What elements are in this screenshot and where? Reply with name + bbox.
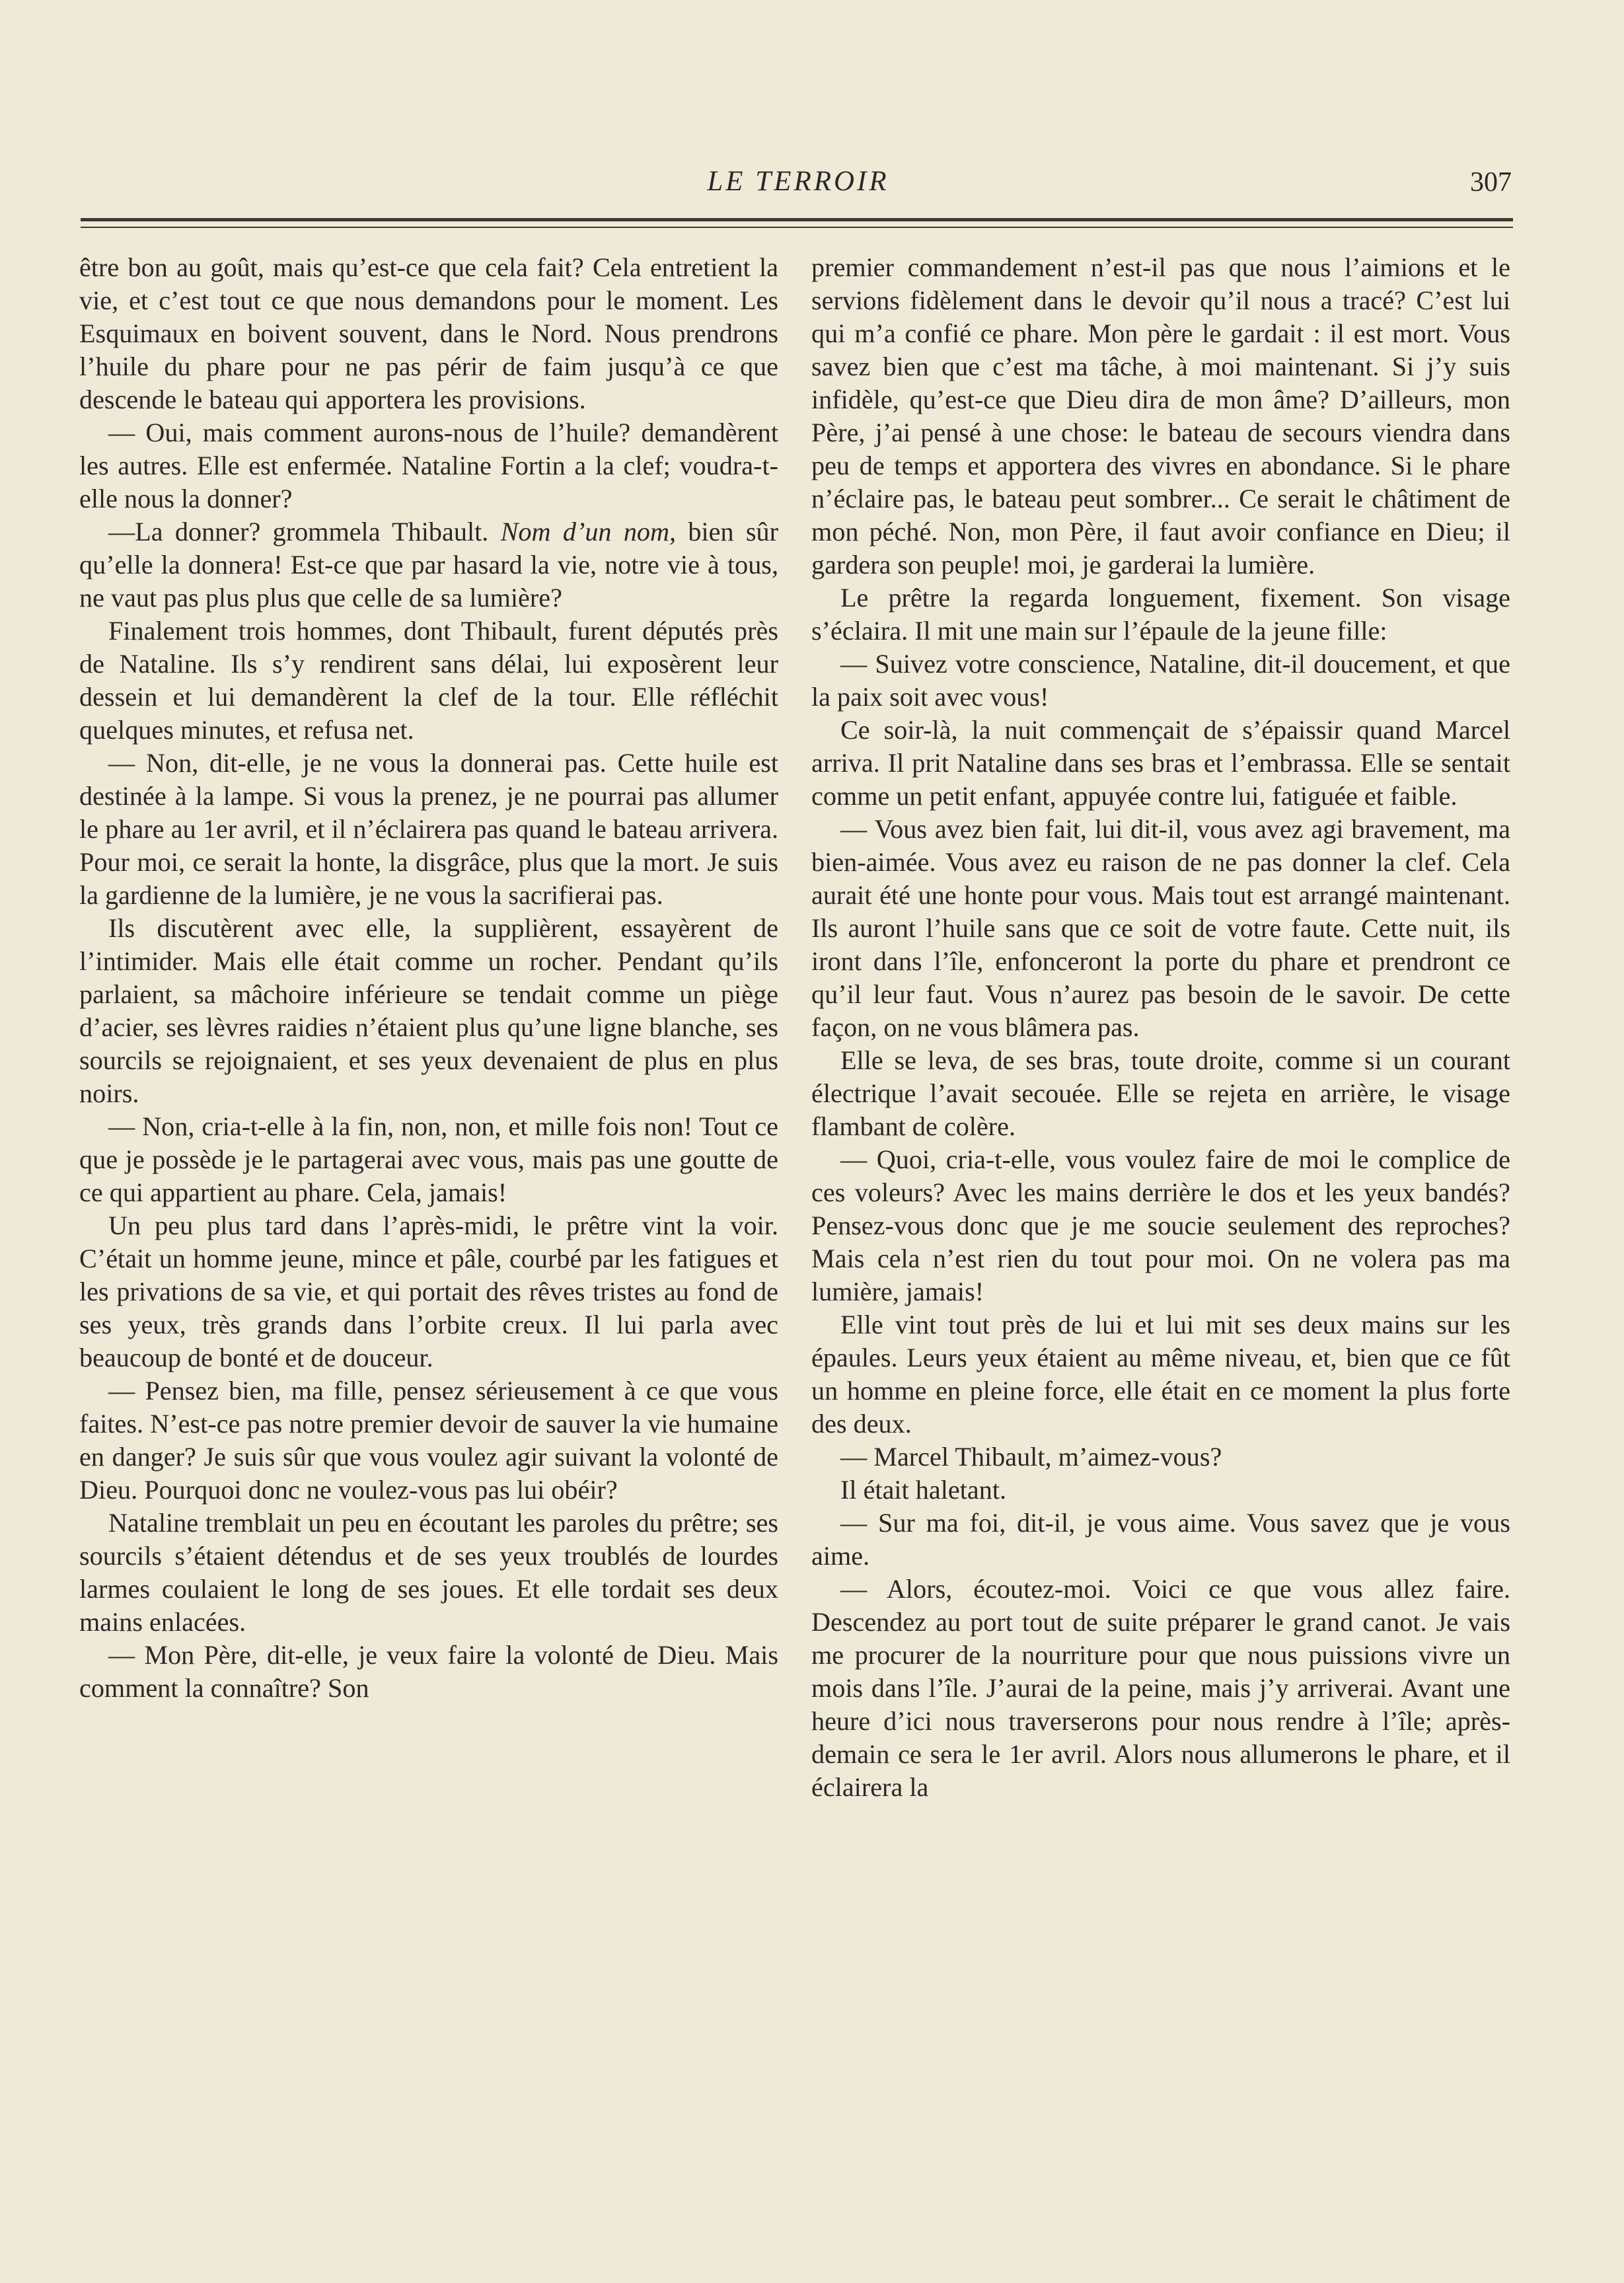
paragraph-text: Un peu plus tard dans l’après-midi, le prêtre vint la voir. C’était un homme jeune, mince et pâle, courbé par les fatigues et les privations de sa vie, et qui portait des rêves tristes au fond de ses yeux, très grands dans l’orbite creux. Il lui parla avec beaucoup de bonté et de douceur. — [79, 1211, 778, 1372]
paragraph — [811, 1308, 1510, 1441]
paragraph-text: Le prêtre la regarda longuement, fixement. Son visage s’éclaira. Il mit une main sur l’épaule de la jeune fille: — [811, 583, 1510, 646]
paragraph-text: — Quoi, cria-t-elle, vous voulez faire de moi le complice de ces voleurs? Avec les mains derrière le dos et les yeux bandés? Pensez-vous donc que je me soucie seulement des reproches? Mais cela n’est rien du tout pour moi. On ne volera pas ma lumière, jamais! — [811, 1144, 1510, 1306]
running-head — [85, 165, 1512, 205]
paragraph-text: — Marcel Thibault, m’aimez-vous? — [840, 1442, 1222, 1472]
journal-title: LE TERROIR — [707, 166, 889, 197]
paragraph-text: Elle vint tout près de lui et lui mit ses deux mains sur les épaules. Leurs yeux étaient au même niveau, et, bien que ce fût un homme en pleine force, elle était en ce moment la plus forte des deux. — [811, 1310, 1510, 1439]
paragraph-text: — Vous avez bien fait, lui dit-il, vous avez agi bravement, ma bien-aimée. Vous avez eu raison de ne pas donner la clef. Cela aurait été une honte pour vous. Mais tout est arrangé maintenant. Ils auront l’huile sans que ce soit de votre faute. Cette nuit, ils iront dans l’île, enfonceront la porte du phare et prendront ce qu’il leur faut. Vous n’aurez pas besoin de le savoir. De cette façon, on ne vous blâmera pas. — [811, 814, 1510, 1042]
paragraph — [811, 1573, 1510, 1804]
paragraph — [79, 251, 778, 416]
paragraph — [811, 813, 1510, 1044]
paragraph-text: être bon au goût, mais qu’est-ce que cela fait? Cela entretient la vie, et c’est tout ce que nous demandons pour le moment. Les Esquimaux en boivent souvent, dans le Nord. Nous prendrons l’huile du phare pour ne pas périr de faim jusqu’à ce que descende le bateau qui apportera les provisions. — [79, 252, 778, 414]
paragraph — [79, 1507, 778, 1639]
paragraph — [79, 1110, 778, 1209]
paragraph-text: Finalement trois hommes, dont Thibault, furent députés près de Nataline. Ils s’y rendirent sans délai, lui exposèrent leur dessein et lui demandèrent la clef de la tour. Elle réfléchit quelques minutes, et refusa net. — [79, 616, 778, 745]
paragraph — [811, 648, 1510, 714]
paragraph — [79, 615, 778, 747]
paragraph — [79, 416, 778, 515]
paragraph — [79, 1639, 778, 1705]
paragraph-text: premier commandement n’est-il pas que nous l’aimions et le servions fidèlement dans le devoir qu’il nous a tracé? C’est lui qui m’a confié ce phare. Mon père le gardait : il est mort. Vous savez bien que c’est ma tâche, à moi maintenant. Si j’y suis infidèle, qu’est-ce que Dieu dira de mon âme? D’ailleurs, mon Père, j’ai pensé à une chose: le bateau de secours viendra dans peu de temps et apportera des vivres en abondance. Si le phare n’éclaire pas, le bateau peut sombrer... Ce serait le châtiment de mon péché. Non, mon Père, il faut avoir confiance en Dieu; il gardera son peuple! moi, je garderai la lumière. — [811, 252, 1510, 580]
paragraph — [811, 1441, 1510, 1474]
paragraph-text: — Non, dit-elle, je ne vous la donnerai pas. Cette huile est destinée à la lampe. Si vous la prenez, je ne pourrai pas allumer le phare au 1er avril, et il n’éclairera pas quand le bateau arrivera. Pour moi, ce serait la honte, la disgrâce, plus que la mort. Je suis la gardienne de la lumière, je ne vous la sacrifierai pas. — [79, 748, 778, 910]
paragraph — [79, 515, 778, 615]
paragraph — [811, 714, 1510, 813]
paragraph-text: — Pensez bien, ma fille, pensez sérieusement à ce que vous faites. N’est-ce pas notre premier devoir de sauver la vie humaine en danger? Je suis sûr que vous voulez agir suivant la volonté de Dieu. Pourquoi donc ne voulez-vous pas lui obéir? — [79, 1376, 778, 1505]
paragraph — [79, 1374, 778, 1507]
page-number: 307 — [1470, 167, 1512, 198]
paragraph-text: Elle se leva, de ses bras, toute droite, comme si un courant électrique l’avait secouée. Elle se rejeta en arrière, le visage flambant de colère. — [811, 1045, 1510, 1141]
paragraph — [79, 1209, 778, 1374]
paragraph-text: — Suivez votre conscience, Nataline, dit-il doucement, et que la paix soit avec vous! — [811, 649, 1510, 712]
paragraph-text: — Oui, mais comment aurons-nous de l’huile? demandèrent les autres. Elle est enfermée. Nataline Fortin a la clef; voudra-t-elle nous la donner? — [79, 418, 778, 513]
left-column — [79, 251, 778, 1705]
right-column — [811, 251, 1510, 1804]
paragraph — [811, 581, 1510, 648]
paragraph-text: Ce soir-là, la nuit commençait de s’épaissir quand Marcel arriva. Il prit Nataline dans ses bras et l’embrassa. Elle se sentait comme un petit enfant, appuyée contre lui, fatiguée et faible. — [811, 715, 1510, 811]
paragraph — [79, 747, 778, 912]
paragraph-text-continued: bien sûr qu’elle la donnera! Est-ce que par hasard la vie, notre vie à tous, ne vaut pas plus plus que celle de sa lumière? — [79, 517, 779, 613]
paragraph-text: Il était haletant. — [840, 1475, 1007, 1505]
paragraph-text: — Non, cria-t-elle à la fin, non, non, et mille fois non! Tout ce que je possède je le partagerai avec vous, mais pas une goutte de ce qui appartient au phare. Cela, jamais! — [79, 1111, 778, 1207]
italic-expression: Nom d’un nom, — [500, 517, 677, 546]
paragraph — [811, 1143, 1510, 1308]
paragraph-text: — Sur ma foi, dit-il, je vous aime. Vous savez que je vous aime. — [811, 1508, 1510, 1571]
paragraph-text: — Alors, écoutez-moi. Voici ce que vous allez faire. Descendez au port tout de suite préparer le grand canot. Je vais me procurer de la nourriture pour que nous puissions vivre un mois dans l’île. J’aurai de la peine, mais j’y arriverai. Avant une heure d’ici nous traverserons pour nous rendre à l’île; après-demain ce sera le 1er avril. Alors nous allumerons le phare, et il éclairera la — [811, 1574, 1510, 1802]
paragraph-text: —La donner? grommela Thibault. — [108, 517, 501, 546]
paragraph — [811, 1044, 1510, 1143]
paragraph — [811, 1474, 1510, 1507]
paragraph — [811, 251, 1510, 581]
paragraph-text: Nataline tremblait un peu en écoutant les paroles du prêtre; ses sourcils s’étaient détendus et de ses yeux troublés de lourdes larmes coulaient le long de ses joues. Et elle tordait ses deux mains enlacées. — [79, 1508, 778, 1637]
paragraph — [811, 1507, 1510, 1573]
paragraph-text: — Mon Père, dit-elle, je veux faire la volonté de Dieu. Mais comment la connaître? Son — [79, 1640, 778, 1703]
header-rule-thin — [81, 227, 1513, 228]
paragraph — [79, 912, 778, 1110]
header-rule-thick — [81, 218, 1513, 221]
paragraph-text: Ils discutèrent avec elle, la supplièrent, essayèrent de l’intimider. Mais elle était comme un rocher. Pendant qu’ils parlaient, sa mâchoire inférieure se tendait comme un piège d’acier, ses lèvres raidies n’étaient plus qu’une ligne blanche, ses sourcils se rejoignaient, et ses yeux devenaient de plus en plus noirs. — [79, 913, 778, 1108]
